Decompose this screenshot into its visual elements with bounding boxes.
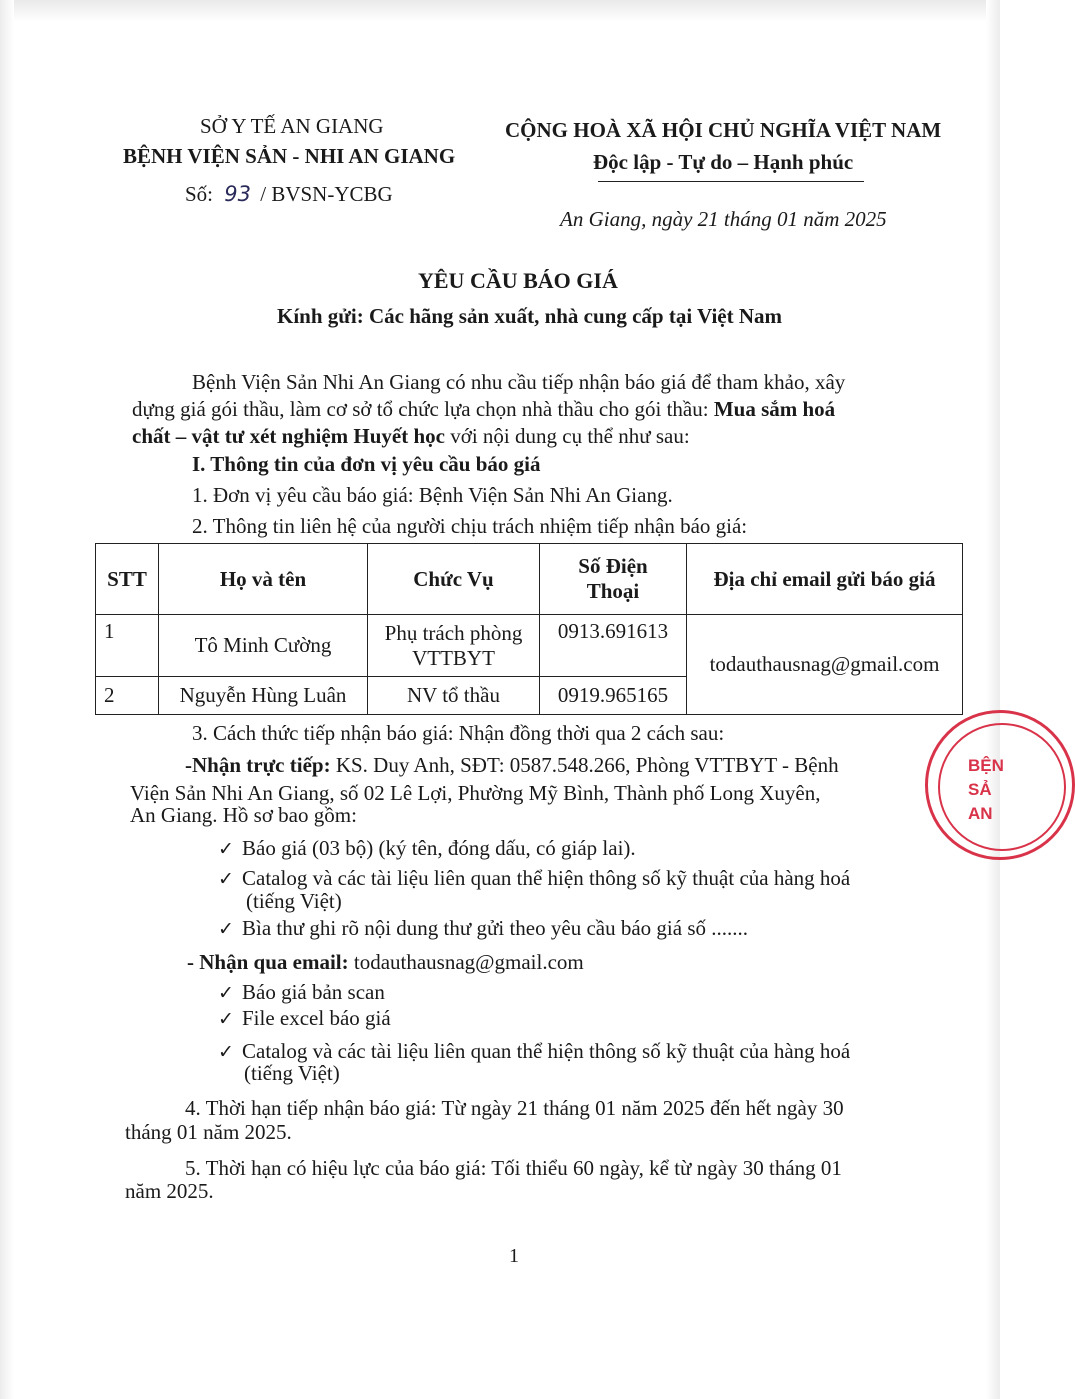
header-country: CỘNG HOÀ XÃ HỘI CHỦ NGHĨA VIỆT NAM [505,118,942,142]
intro-line-2-bold: Mua sắm hoá [713,397,836,421]
check-icon: ✓ [218,868,234,890]
page-edge-right [986,0,1000,1399]
number-label: Số: [185,182,214,206]
col-phone-line2: Thoại [586,579,640,603]
number-handwritten: 93 [224,182,251,206]
row2-position: NV tổ thầu [368,677,540,715]
intro-line-2-text: dựng giá gói thầu, làm cơ sở tổ chức lựa chọn nhà thầu cho gói thầu: [132,397,709,421]
header-motto: Độc lập - Tự do – Hạnh phúc [593,150,854,174]
page-number: 1 [509,1245,519,1267]
email-item-1-text: Báo giá bản scan [242,980,385,1004]
section1-heading: I. Thông tin của đơn vị yêu cầu báo giá [192,452,541,476]
direct-item-2-text: Catalog và các tài liệu liên quan thể hiện thông số kỹ thuật của hàng hoá [242,866,851,890]
direct-item-2 [218,866,850,891]
direct-item-2-cont: (tiếng Việt) [246,889,342,913]
intro-line-3-text: với nội dung cụ thể như sau: [450,424,690,448]
row1-position [368,615,540,677]
email-item-3-cont: (tiếng Việt) [244,1061,340,1085]
row1-position-line2: VTTBYT [412,645,495,670]
check-icon: ✓ [218,838,234,860]
row1-position-line1: Phụ trách phòng [384,620,523,645]
email-item-1 [218,980,385,1005]
section5-line1: 5. Thời hạn có hiệu lực của báo giá: Tối thiểu 60 ngày, kể từ ngày 30 tháng 01 [185,1156,842,1180]
place-date: An Giang, ngày 21 tháng 01 năm 2025 [560,207,887,231]
stamp-line-3: AN [968,804,993,823]
col-phone-line1: Số Điện [578,554,648,578]
contact-email: todauthausnag@gmail.com [687,615,963,715]
row2-phone: 0919.965165 [540,677,687,715]
section4-line1: 4. Thời hạn tiếp nhận báo giá: Từ ngày 21 tháng 01 năm 2025 đến hết ngày 30 [185,1096,844,1120]
direct-text1: KS. Duy Anh, SĐT: 0587.548.266, Phòng VTTBYT - Bệnh [335,753,839,777]
direct-item-1 [218,836,636,861]
section1-item2: 2. Thông tin liên hệ của người chịu trách nhiệm tiếp nhận báo giá: [192,514,748,538]
document-number [185,182,393,207]
section5-line2: năm 2025. [125,1179,214,1203]
col-phone [540,544,687,615]
intro-line-2 [132,397,835,422]
page-edge-left [0,0,14,1399]
check-icon: ✓ [218,1041,234,1063]
email-item-2-text: File excel báo giá [242,1006,391,1030]
email-item-2 [218,1006,391,1031]
section3-direct-line3: An Giang. Hồ sơ bao gồm: [130,803,357,827]
intro-line-1: Bệnh Viện Sản Nhi An Giang có nhu cầu tiếp nhận báo giá để tham khảo, xây [192,370,846,394]
email-item-3-text: Catalog và các tài liệu liên quan thể hiện thông số kỹ thuật của hàng hoá [242,1039,851,1063]
col-position: Chức Vụ [368,544,540,615]
motto-underline [598,181,864,182]
row1-phone: 0913.691613 [540,615,687,677]
stamp-line-1: BỆN [968,756,1004,775]
header-hospital: BỆNH VIỆN SẢN - NHI AN GIANG [123,144,456,168]
col-name: Họ và tên [159,544,368,615]
hospital-stamp [925,710,1075,860]
page-title: YÊU CẦU BÁO GIÁ [418,268,618,293]
intro-line-3-bold: chất – vật tư xét nghiệm Huyết học [132,424,445,448]
section1-item1: 1. Đơn vị yêu cầu báo giá: Bệnh Viện Sản Nhi An Giang. [192,483,673,507]
contacts-table [95,543,963,715]
stamp-line-2: SẢ [968,780,992,799]
stamp-inner-ring [938,723,1066,851]
direct-label: -Nhận trực tiếp: [185,753,331,777]
row2-name: Nguyễn Hùng Luân [159,677,368,715]
section4-line2: tháng 01 năm 2025. [125,1120,292,1144]
direct-item-1-text: Báo giá (03 bộ) (ký tên, đóng dấu, có giáp lai). [242,836,636,860]
col-email: Địa chỉ email gửi báo giá [687,544,963,615]
number-suffix: / BVSN-YCBG [260,182,393,206]
row1-name: Tô Minh Cường [159,615,368,677]
check-icon: ✓ [218,982,234,1004]
header-department: SỞ Y TẾ AN GIANG [200,114,384,138]
page-edge-top [0,0,1000,22]
section3-email-line [187,950,584,975]
intro-line-3 [132,424,690,449]
direct-item-3 [218,916,748,941]
direct-item-3-text: Bìa thư ghi rõ nội dung thư gửi theo yêu cầu báo giá số ....... [242,916,748,940]
table-row [96,615,963,677]
table-header-row [96,544,963,615]
section3-direct-line1 [185,753,839,778]
section3-direct-line2: Viện Sản Nhi An Giang, số 02 Lê Lợi, Phường Mỹ Bình, Thành phố Long Xuyên, [130,781,821,805]
check-icon: ✓ [218,918,234,940]
row2-stt: 2 [96,677,159,715]
section3-intro: 3. Cách thức tiếp nhận báo giá: Nhận đồng thời qua 2 cách sau: [192,721,725,745]
email-label: - Nhận qua email: [187,950,349,974]
row1-stt: 1 [96,615,159,677]
col-stt: STT [96,544,159,615]
recipient: Kính gửi: Các hãng sản xuất, nhà cung cấp tại Việt Nam [277,304,783,328]
email-value: todauthausnag@gmail.com [353,950,584,974]
check-icon: ✓ [218,1008,234,1030]
